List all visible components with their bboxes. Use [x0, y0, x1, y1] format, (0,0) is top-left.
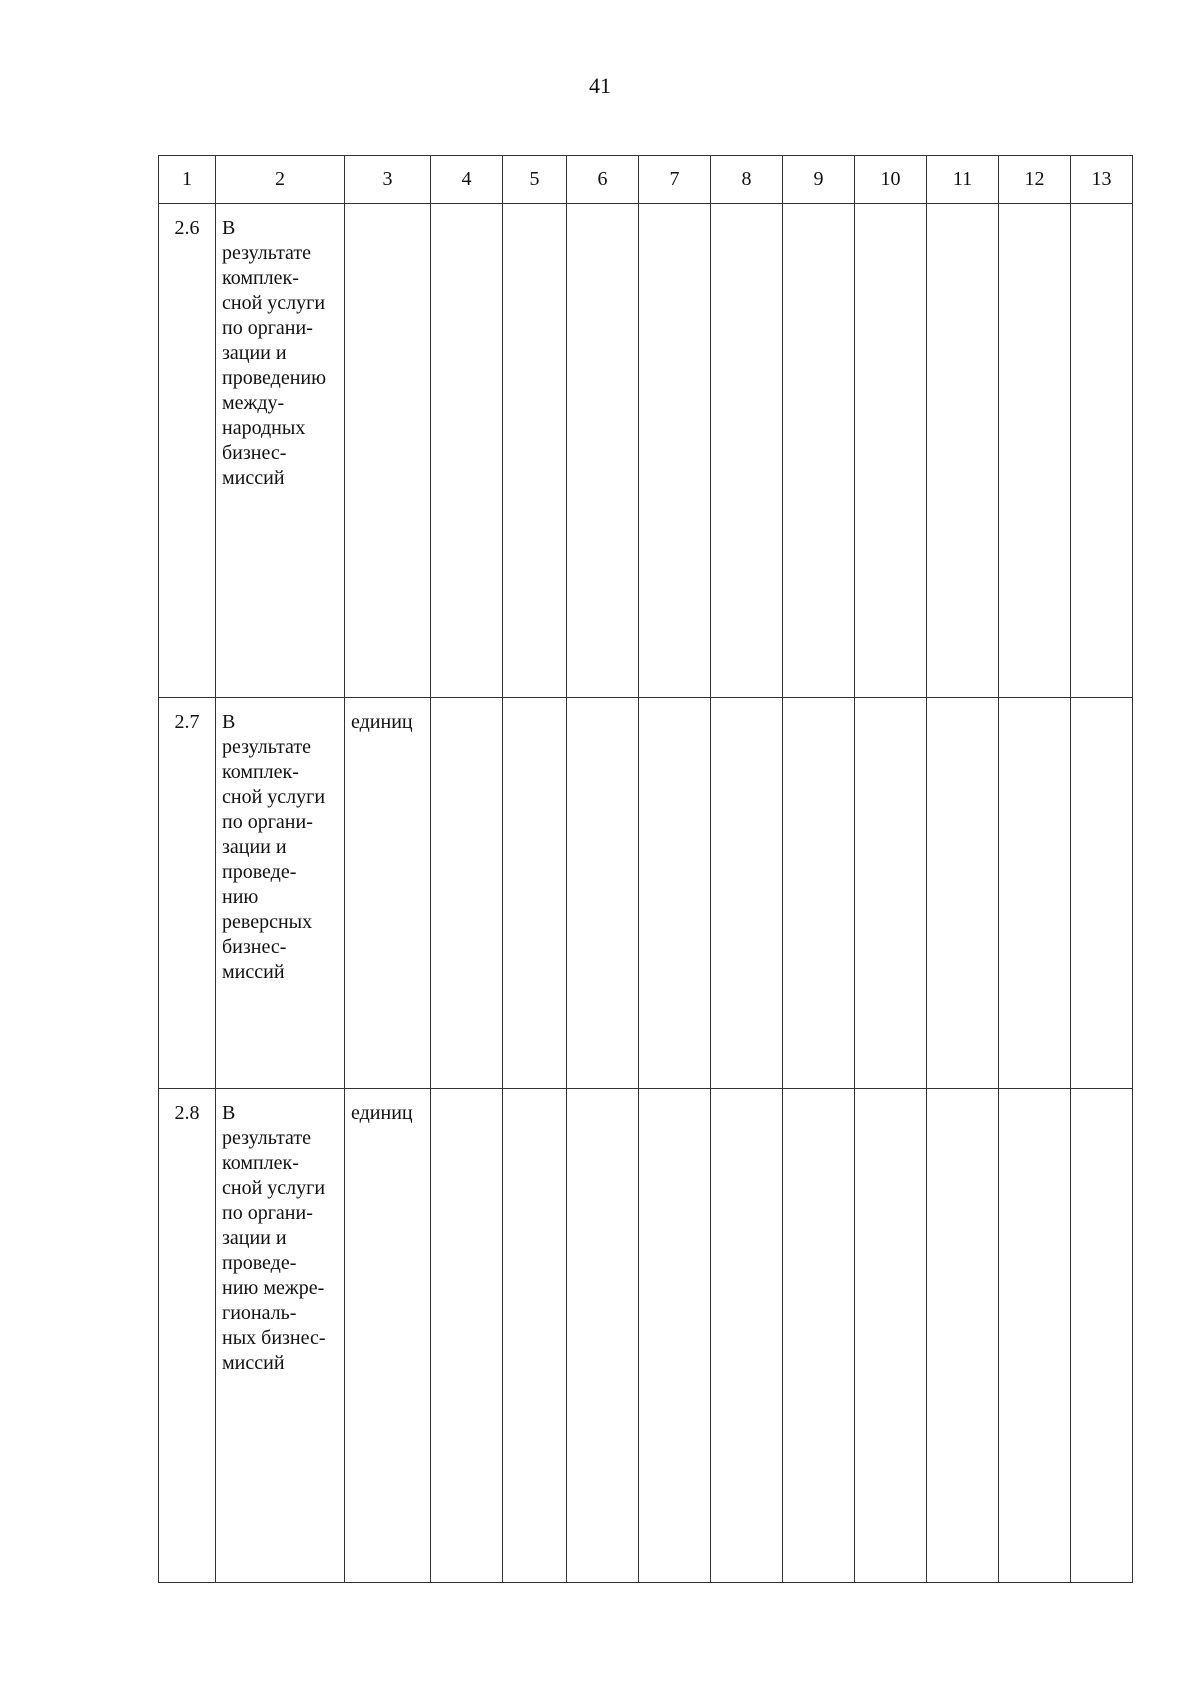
- empty-cell: [1071, 204, 1133, 698]
- empty-cell: [1071, 698, 1133, 1089]
- empty-cell: [783, 204, 855, 698]
- column-header-10: 10: [855, 156, 927, 204]
- indicator-table: [158, 155, 1133, 1583]
- empty-cell: [431, 1089, 503, 1583]
- table-row: [159, 1089, 1133, 1583]
- empty-cell: [999, 698, 1071, 1089]
- empty-cell: [639, 204, 711, 698]
- empty-cell: [567, 698, 639, 1089]
- empty-cell: [927, 1089, 999, 1583]
- empty-cell: [999, 1089, 1071, 1583]
- row-unit: [345, 204, 431, 698]
- row-number: 2.8: [159, 1089, 216, 1583]
- column-header-11: 11: [927, 156, 999, 204]
- row-description: В результате комплек- сной услуги по органи- зации и проведе- нию межре- гиональ- ных бизнес- миссий: [216, 1089, 345, 1583]
- empty-cell: [639, 698, 711, 1089]
- column-header-1: 1: [159, 156, 216, 204]
- empty-cell: [855, 204, 927, 698]
- row-number: 2.7: [159, 698, 216, 1089]
- column-header-8: 8: [711, 156, 783, 204]
- empty-cell: [431, 698, 503, 1089]
- empty-cell: [711, 204, 783, 698]
- column-header-3: 3: [345, 156, 431, 204]
- column-header-9: 9: [783, 156, 855, 204]
- row-number: 2.6: [159, 204, 216, 698]
- empty-cell: [927, 698, 999, 1089]
- empty-cell: [927, 204, 999, 698]
- row-description: В результате комплек- сной услуги по органи- зации и проведе- нию реверсных бизнес- миссий: [216, 698, 345, 1089]
- row-unit: единиц: [345, 698, 431, 1089]
- header-row: [159, 156, 1133, 204]
- empty-cell: [431, 204, 503, 698]
- empty-cell: [503, 204, 567, 698]
- column-header-2: 2: [216, 156, 345, 204]
- empty-cell: [567, 204, 639, 698]
- page-number: 41: [589, 73, 611, 98]
- row-description: В результате комплек- сной услуги по органи- зации и проведению между- народных бизнес- миссий: [216, 204, 345, 698]
- empty-cell: [855, 1089, 927, 1583]
- column-header-12: 12: [999, 156, 1071, 204]
- empty-cell: [855, 698, 927, 1089]
- column-header-7: 7: [639, 156, 711, 204]
- empty-cell: [999, 204, 1071, 698]
- row-unit: единиц: [345, 1089, 431, 1583]
- column-header-5: 5: [503, 156, 567, 204]
- empty-cell: [711, 698, 783, 1089]
- empty-cell: [783, 1089, 855, 1583]
- empty-cell: [639, 1089, 711, 1583]
- column-header-13: 13: [1071, 156, 1133, 204]
- table-row: [159, 204, 1133, 698]
- empty-cell: [1071, 1089, 1133, 1583]
- empty-cell: [503, 698, 567, 1089]
- empty-cell: [503, 1089, 567, 1583]
- column-header-6: 6: [567, 156, 639, 204]
- table-row: [159, 698, 1133, 1089]
- empty-cell: [783, 698, 855, 1089]
- empty-cell: [567, 1089, 639, 1583]
- column-header-4: 4: [431, 156, 503, 204]
- empty-cell: [711, 1089, 783, 1583]
